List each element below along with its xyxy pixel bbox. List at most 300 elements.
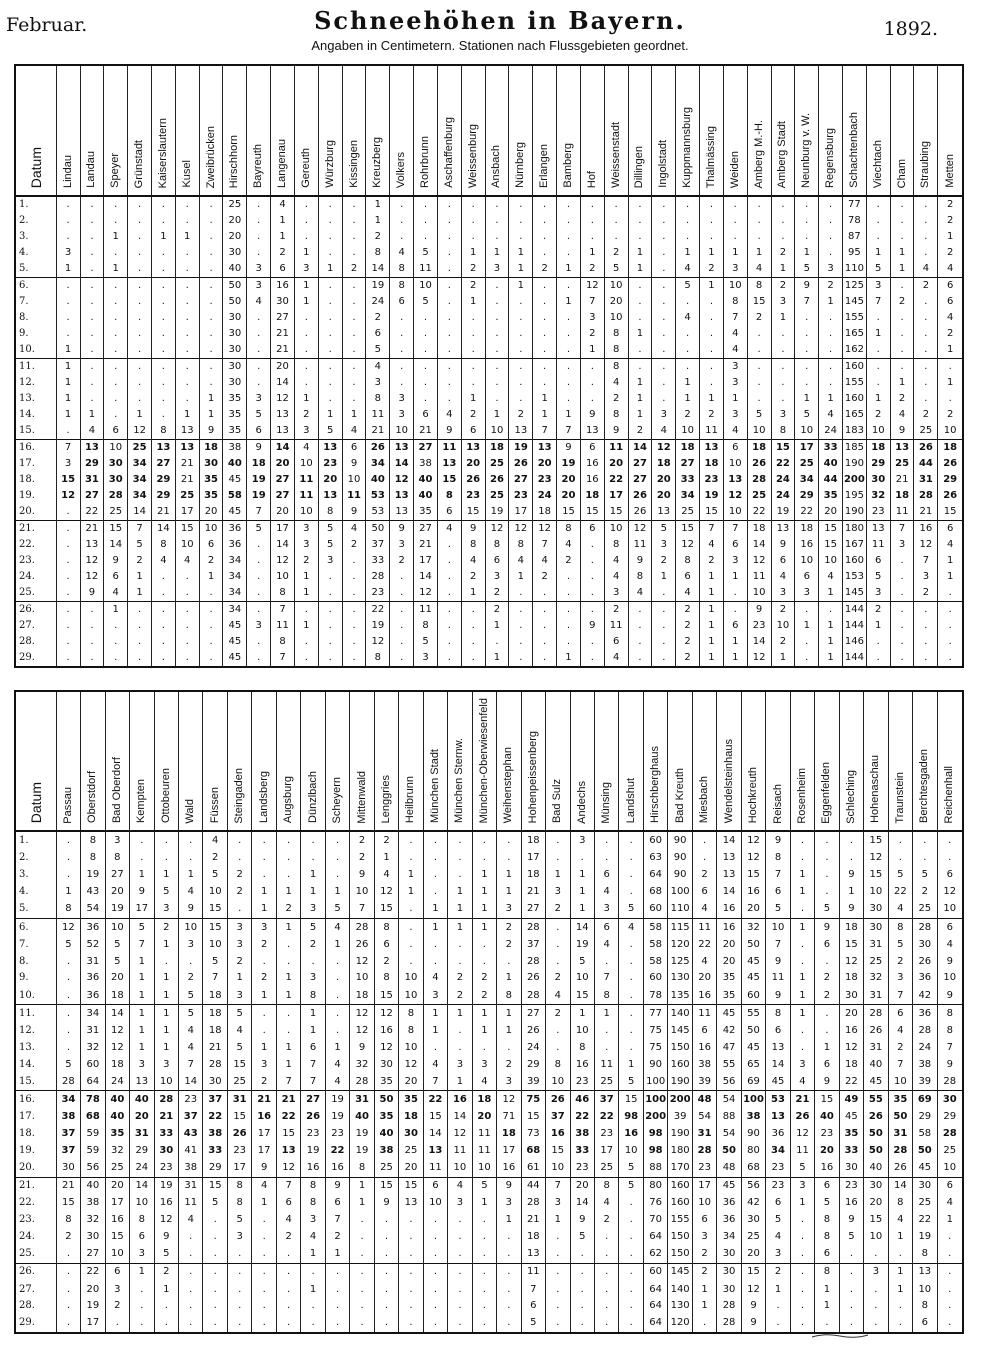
value-cell: 4 — [594, 936, 618, 953]
value-cell: 7 — [533, 423, 557, 440]
value-cell: . — [227, 1246, 251, 1264]
value-cell: 2 — [252, 970, 276, 987]
value-cell: . — [318, 310, 342, 326]
station-header-munchen-sternw — [448, 692, 472, 831]
value-cell: 90 — [668, 867, 692, 884]
value-cell: 14 — [747, 537, 771, 553]
value-cell: . — [199, 278, 223, 295]
value-cell: 3 — [227, 918, 251, 936]
value-cell: . — [839, 1263, 863, 1281]
value-cell: . — [179, 1246, 203, 1264]
value-cell: 2 — [485, 602, 509, 619]
value-cell: 6 — [580, 521, 604, 538]
value-cell: 1 — [557, 407, 581, 423]
value-cell: 9 — [771, 537, 795, 553]
value-cell: . — [350, 1281, 374, 1298]
value-cell: 54 — [717, 1126, 741, 1143]
value-cell: 1 — [546, 1212, 570, 1229]
value-cell: . — [203, 1212, 227, 1229]
value-cell: 21 — [175, 456, 199, 472]
value-cell: 40 — [815, 1109, 839, 1126]
value-cell: . — [461, 213, 485, 229]
value-cell: 20 — [81, 1281, 105, 1298]
table-row — [16, 1022, 962, 1039]
table-row — [16, 901, 962, 919]
value-cell: 4 — [723, 342, 747, 359]
value-cell: 18 — [747, 521, 771, 538]
date-cell: 8. — [19, 955, 29, 967]
station-header-hohenaschau — [864, 692, 888, 831]
value-cell: . — [390, 229, 414, 245]
value-cell: . — [175, 294, 199, 310]
value-cell: 18 — [652, 456, 676, 472]
value-cell: . — [594, 953, 618, 970]
value-cell: 4 — [509, 553, 533, 569]
value-cell: . — [913, 850, 937, 867]
value-cell: . — [819, 213, 843, 229]
value-cell: 30 — [864, 901, 888, 919]
value-cell: 4 — [676, 585, 700, 602]
value-cell: . — [815, 884, 839, 901]
station-name: Landau — [85, 151, 98, 188]
value-cell: 1 — [301, 1005, 325, 1023]
table-row — [16, 375, 962, 391]
value-cell: 36 — [717, 1212, 741, 1229]
value-cell: 1 — [509, 261, 533, 278]
value-cell: . — [509, 229, 533, 245]
value-cell: 23 — [179, 1091, 203, 1109]
value-cell: 26 — [864, 1109, 888, 1126]
station-header-bad-kreuth — [668, 692, 692, 831]
value-cell: 28 — [888, 1142, 912, 1159]
value-cell: 12 — [56, 488, 80, 504]
value-cell: 7 — [423, 1073, 447, 1091]
value-cell: 3 — [294, 423, 318, 440]
value-cell: 36 — [717, 1195, 741, 1212]
value-cell: 5 — [154, 1246, 178, 1264]
value-cell: 7 — [866, 294, 890, 310]
value-cell: 2 — [276, 1229, 300, 1246]
value-cell: 60 — [81, 1056, 105, 1073]
value-cell: 32 — [350, 1056, 374, 1073]
value-cell: . — [795, 310, 819, 326]
value-cell: 6 — [414, 407, 438, 423]
value-cell: 52 — [81, 936, 105, 953]
date-cell: 22. — [19, 1197, 35, 1209]
value-cell: . — [497, 850, 521, 867]
value-cell: 1 — [448, 884, 472, 901]
value-cell: . — [56, 326, 80, 342]
value-cell: 1 — [692, 1281, 716, 1298]
value-cell: 6 — [604, 634, 628, 650]
value-cell: . — [472, 850, 496, 867]
value-cell: 5 — [652, 521, 676, 538]
value-cell: 16 — [325, 1159, 349, 1177]
value-cell: . — [692, 831, 716, 850]
value-cell: . — [104, 359, 128, 376]
value-cell: 1 — [533, 391, 557, 407]
value-cell: 24 — [521, 1039, 545, 1056]
value-cell: 75 — [521, 1091, 545, 1109]
value-cell: . — [914, 326, 938, 342]
value-cell: 5 — [179, 1005, 203, 1023]
value-cell: 7 — [325, 1212, 349, 1229]
value-cell: 18 — [866, 440, 890, 457]
date-cell: 1. — [16, 196, 56, 213]
value-cell: 7 — [594, 970, 618, 987]
value-cell: 1 — [676, 391, 700, 407]
value-cell: . — [890, 229, 914, 245]
value-cell: . — [301, 831, 325, 850]
value-cell: . — [888, 1315, 912, 1332]
value-cell: 1 — [276, 970, 300, 987]
value-cell: 30 — [154, 1142, 178, 1159]
value-cell: 30 — [223, 342, 247, 359]
value-cell: 12 — [509, 521, 533, 538]
value-cell: 200 — [668, 1091, 692, 1109]
value-cell: 18 — [485, 440, 509, 457]
value-cell: 125 — [843, 278, 867, 295]
value-cell: 6 — [723, 440, 747, 457]
value-cell: 10 — [399, 970, 423, 987]
value-cell: 34 — [717, 1229, 741, 1246]
value-cell: . — [723, 585, 747, 602]
value-cell: 1 — [325, 884, 349, 901]
value-cell: 27 — [414, 440, 438, 457]
station-header-munchen-oberwiesenfeld — [472, 692, 496, 831]
value-cell: . — [301, 953, 325, 970]
station-name: Rohrbrunn — [419, 136, 431, 188]
value-cell: 1 — [461, 585, 485, 602]
value-cell: 1 — [472, 867, 496, 884]
value-cell: 31 — [81, 1022, 105, 1039]
value-cell: 29 — [938, 472, 962, 488]
value-cell: 9 — [557, 440, 581, 457]
value-cell: 23 — [366, 585, 390, 602]
value-cell: . — [252, 953, 276, 970]
value-cell: 6 — [866, 553, 890, 569]
value-cell: 2 — [888, 1039, 912, 1056]
value-cell: . — [325, 970, 349, 987]
station-name: Hirschhorn — [228, 134, 241, 188]
value-cell: . — [937, 1263, 962, 1281]
value-cell: 5 — [795, 407, 819, 423]
value-cell: . — [151, 342, 175, 359]
value-cell: 15 — [203, 1177, 227, 1195]
value-cell: 38 — [203, 1126, 227, 1143]
value-cell: 33 — [570, 1142, 594, 1159]
value-cell: 16 — [448, 1091, 472, 1109]
value-cell: . — [448, 831, 472, 850]
value-cell: 7 — [533, 537, 557, 553]
value-cell: 22 — [604, 472, 628, 488]
value-cell: 31 — [130, 1126, 154, 1143]
value-cell: . — [151, 585, 175, 602]
value-cell: 1 — [104, 602, 128, 619]
value-cell: 37 — [546, 1109, 570, 1126]
value-cell: 37 — [56, 1142, 80, 1159]
value-cell: 17 — [252, 1142, 276, 1159]
value-cell: . — [864, 1281, 888, 1298]
value-cell: 30 — [203, 1073, 227, 1091]
value-cell: 25 — [864, 953, 888, 970]
value-cell: . — [790, 1212, 814, 1229]
value-cell: 1 — [294, 585, 318, 602]
value-cell: . — [619, 970, 643, 987]
value-cell: 38 — [414, 456, 438, 472]
value-cell: 2 — [676, 618, 700, 634]
value-cell: 6 — [723, 537, 747, 553]
station-name: Steingaden — [233, 767, 246, 824]
value-cell: . — [151, 407, 175, 423]
value-cell: 190 — [668, 1073, 692, 1091]
value-cell: 2 — [580, 261, 604, 278]
value-cell: 8 — [56, 901, 80, 919]
value-cell: 10 — [766, 918, 790, 936]
value-cell: 27 — [414, 521, 438, 538]
value-cell: 5 — [888, 867, 912, 884]
value-cell: 4 — [628, 585, 652, 602]
date-cell: 16. — [16, 440, 56, 457]
value-cell: . — [771, 326, 795, 342]
value-cell: 27 — [509, 472, 533, 488]
value-cell: 30 — [913, 936, 937, 953]
value-cell: 23 — [700, 472, 724, 488]
value-cell: 2 — [771, 245, 795, 261]
value-cell: 11 — [437, 440, 461, 457]
value-cell: 1 — [448, 1005, 472, 1023]
value-cell: 12 — [747, 650, 771, 666]
value-cell: 17 — [692, 1177, 716, 1195]
value-cell: 15 — [546, 1142, 570, 1159]
value-cell: 15 — [580, 504, 604, 521]
value-cell: 18 — [747, 440, 771, 457]
value-cell: . — [890, 342, 914, 359]
value-cell: . — [747, 196, 771, 213]
value-cell: . — [461, 310, 485, 326]
value-cell: 15 — [741, 1263, 765, 1281]
value-cell: 180 — [668, 1142, 692, 1159]
date-cell: 3. — [19, 231, 29, 243]
value-cell: 56 — [717, 1073, 741, 1091]
value-cell: . — [294, 342, 318, 359]
value-cell: 12 — [154, 1212, 178, 1229]
value-cell: 1 — [423, 918, 447, 936]
value-cell: . — [247, 326, 271, 342]
value-cell: 8 — [271, 585, 295, 602]
value-cell: 3 — [301, 901, 325, 919]
station-header-viechtach — [866, 66, 890, 196]
station-header-speyer — [104, 66, 128, 196]
value-cell: 40 — [223, 261, 247, 278]
value-cell: 10 — [199, 521, 223, 538]
value-cell: 2 — [509, 407, 533, 423]
value-cell: . — [509, 326, 533, 342]
station-header-dillingen — [628, 66, 652, 196]
value-cell: . — [318, 278, 342, 295]
value-cell: 20 — [652, 488, 676, 504]
value-cell: 1 — [271, 213, 295, 229]
value-cell: 1 — [271, 229, 295, 245]
value-cell: 65 — [741, 1056, 765, 1073]
value-cell: 1 — [723, 650, 747, 666]
value-cell: 8 — [390, 278, 414, 295]
value-cell: 1 — [815, 1298, 839, 1315]
value-cell: . — [128, 391, 152, 407]
value-cell: 26 — [366, 440, 390, 457]
value-cell: 4 — [227, 1022, 251, 1039]
value-cell: . — [485, 342, 509, 359]
value-cell: 3 — [766, 1246, 790, 1264]
value-cell: . — [747, 342, 771, 359]
value-cell: 8 — [301, 1177, 325, 1195]
value-cell: 6 — [104, 569, 128, 585]
value-cell: . — [448, 850, 472, 867]
value-cell: 1 — [866, 391, 890, 407]
station-header-ingolstadt — [652, 66, 676, 196]
value-cell: . — [795, 375, 819, 391]
value-cell: 1 — [790, 918, 814, 936]
value-cell: 10 — [570, 1022, 594, 1039]
value-cell: 1 — [819, 294, 843, 310]
value-cell: 4 — [461, 553, 485, 569]
value-cell: 59 — [81, 1142, 105, 1159]
value-cell: . — [56, 1281, 80, 1298]
value-cell: . — [914, 650, 938, 666]
value-cell: 26 — [509, 456, 533, 472]
value-cell: 1 — [301, 884, 325, 901]
value-cell: 12 — [374, 1005, 398, 1023]
value-cell: 13 — [723, 472, 747, 488]
value-cell: 5 — [227, 1005, 251, 1023]
value-cell: . — [888, 850, 912, 867]
value-cell: 14 — [179, 1073, 203, 1091]
value-cell: 2 — [557, 553, 581, 569]
value-cell: 2 — [546, 1005, 570, 1023]
value-cell: . — [294, 359, 318, 376]
value-cell: . — [414, 326, 438, 342]
value-cell: 19 — [81, 1298, 105, 1315]
value-cell: 34 — [128, 472, 152, 488]
value-cell: 6 — [815, 936, 839, 953]
value-cell: 22 — [747, 504, 771, 521]
value-cell: . — [437, 650, 461, 666]
value-cell: 9 — [350, 1039, 374, 1056]
value-cell: 6 — [723, 618, 747, 634]
value-cell: 3 — [652, 537, 676, 553]
value-cell: . — [652, 229, 676, 245]
value-cell: . — [533, 229, 557, 245]
station-header-oberstdorf — [81, 692, 105, 831]
table-row — [16, 504, 962, 521]
station-header-straubing — [914, 66, 938, 196]
datum-column-header — [16, 66, 56, 196]
station-header-langenau — [271, 66, 295, 196]
value-cell: 11 — [294, 472, 318, 488]
value-cell: 8 — [594, 1177, 618, 1195]
value-cell: 11 — [747, 569, 771, 585]
station-header-munchen-stadt — [423, 692, 447, 831]
value-cell: 11 — [179, 1195, 203, 1212]
station-header-hirschberghaus — [643, 692, 667, 831]
value-cell: . — [914, 342, 938, 359]
value-cell: 31 — [227, 1091, 251, 1109]
value-cell: . — [325, 867, 349, 884]
value-cell: . — [399, 1281, 423, 1298]
value-cell: 2 — [294, 553, 318, 569]
value-cell: 45 — [223, 618, 247, 634]
station-name: Landsberg — [257, 771, 270, 824]
value-cell: . — [795, 229, 819, 245]
value-cell: 9 — [437, 423, 461, 440]
value-cell: . — [652, 326, 676, 342]
value-cell: . — [423, 1315, 447, 1332]
value-cell: 50 — [864, 1142, 888, 1159]
value-cell: 54 — [692, 1109, 716, 1126]
value-cell: . — [374, 1212, 398, 1229]
value-cell: . — [546, 1298, 570, 1315]
value-cell: 38 — [570, 1126, 594, 1143]
table-row — [16, 970, 962, 987]
value-cell: 23 — [766, 1177, 790, 1195]
value-cell: . — [390, 585, 414, 602]
value-cell: 4 — [888, 1022, 912, 1039]
value-cell: 9 — [497, 1177, 521, 1195]
value-cell: 27 — [151, 456, 175, 472]
value-cell: 28 — [717, 1298, 741, 1315]
value-cell: 22 — [913, 1212, 937, 1229]
value-cell: 4 — [676, 261, 700, 278]
value-cell: 2 — [533, 569, 557, 585]
value-cell: 35 — [717, 987, 741, 1005]
value-cell: 38 — [56, 1109, 80, 1126]
value-cell: . — [914, 213, 938, 229]
value-cell: 125 — [668, 953, 692, 970]
station-name: Heilbrunn — [404, 776, 417, 824]
value-cell: 1 — [175, 229, 199, 245]
value-cell: 1 — [472, 1022, 496, 1039]
value-cell: . — [461, 359, 485, 376]
value-cell: 1 — [570, 867, 594, 884]
value-cell: . — [628, 310, 652, 326]
date-cell: 4. — [19, 247, 29, 259]
value-cell: 10 — [723, 504, 747, 521]
value-cell: 15 — [819, 537, 843, 553]
value-cell: . — [128, 602, 152, 619]
value-cell: 4 — [914, 261, 938, 278]
value-cell: 1 — [485, 618, 509, 634]
value-cell: . — [227, 831, 251, 850]
value-cell: . — [342, 585, 366, 602]
value-cell: 12 — [914, 537, 938, 553]
value-cell: . — [448, 1022, 472, 1039]
value-cell: 5 — [866, 261, 890, 278]
value-cell: . — [56, 831, 80, 850]
value-cell: 26 — [913, 953, 937, 970]
value-cell: . — [294, 326, 318, 342]
value-cell: 4 — [819, 569, 843, 585]
value-cell: . — [199, 229, 223, 245]
value-cell: 24 — [130, 1159, 154, 1177]
value-cell: 1 — [580, 342, 604, 359]
value-cell: 7 — [937, 1039, 962, 1056]
value-cell: 1 — [700, 245, 724, 261]
value-cell: 1 — [448, 1073, 472, 1091]
value-cell: . — [318, 294, 342, 310]
value-cell: 1 — [497, 1212, 521, 1229]
value-cell: 10 — [271, 569, 295, 585]
value-cell: . — [619, 1212, 643, 1229]
